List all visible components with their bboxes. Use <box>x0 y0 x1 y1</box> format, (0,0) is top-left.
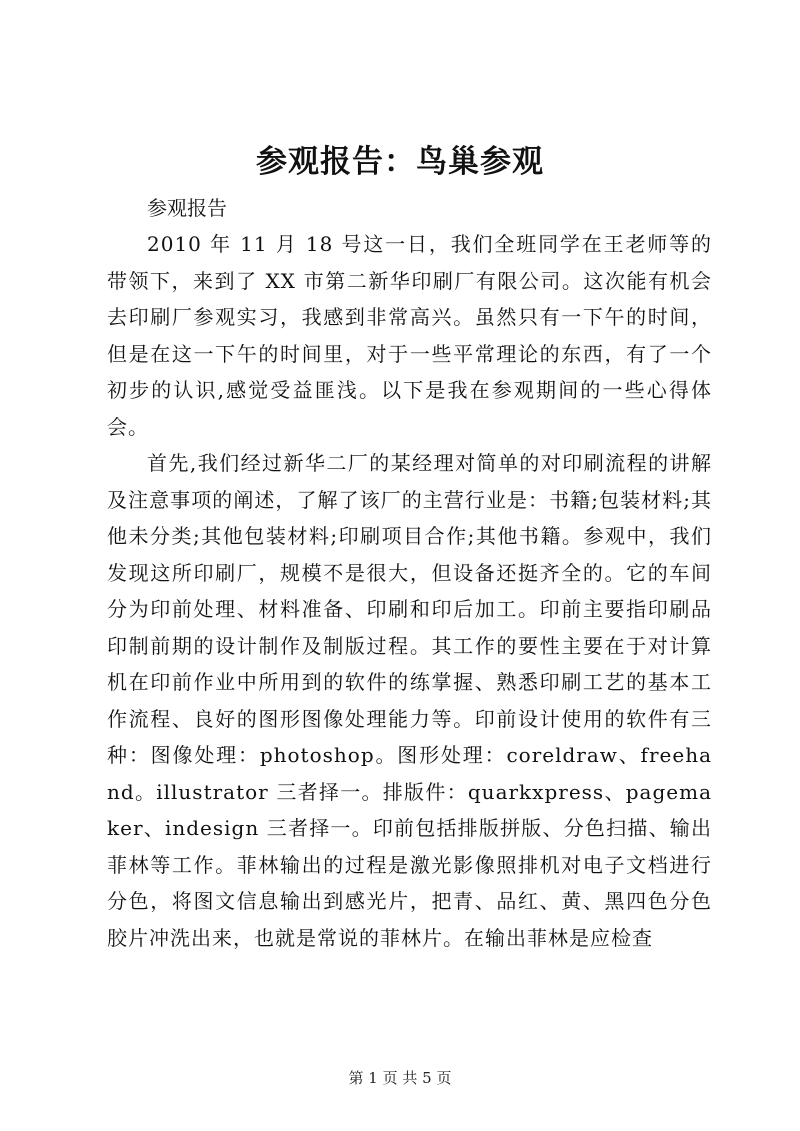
document-title: 参观报告：鸟巢参观 <box>256 144 544 180</box>
report-subheading: 参观报告 <box>147 196 227 220</box>
paragraph-intro: 2010 年 11 月 18 号这一日，我们全班同学在王老师等的带领下，来到了 XX 市第二新华印刷厂有限公司。这次能有机会去印刷厂参观实习，我感到非常高兴。虽然只有一下午的时间，但是在这一下午的时间里，对于一些平常理论的东西，有了一个初步的认识,感觉受益匪浅。以下是我在参观期间的一些心得体会。 <box>107 232 712 439</box>
paragraph-process: 首先,我们经过新华二厂的某经理对简单的对印刷流程的讲解及注意事项的阐述，了解了该厂的主营行业是：书籍;包装材料;其他未分类;其他包装材料;印刷项目合作;其他书籍。参观中，我们发现这所印刷厂，规模不是很大，但设备还挺齐全的。它的车间分为印前处理、材料准备、印刷和印后加工。印前主要指印刷品印制前期的设计制作及制版过程。其工作的要性主要在于对计算机在印前作业中所用到的软件的练掌握、熟悉印刷工艺的基本工作流程、良好的图形图像处理能力等。印前设计使用的软件有三种：图像处理：photoshop。图形处理：coreldraw、freehand。illustrator 三者择一。排版件：quarkxpress、pagemaker、indesign 三者择一。印前包括排版拼版、分色扫描、输出菲林等工作。菲林输出的过程是激光影像照排机对电子文档进行分色，将图文信息输出到感光片，把青、品红、黄、黑四色分色胶片冲洗出来，也就是常说的菲林片。在输出菲林是应检查 <box>107 451 712 950</box>
document-body <box>107 190 712 956</box>
page-footer: 第 1 页 共 5 页 <box>348 1069 452 1087</box>
